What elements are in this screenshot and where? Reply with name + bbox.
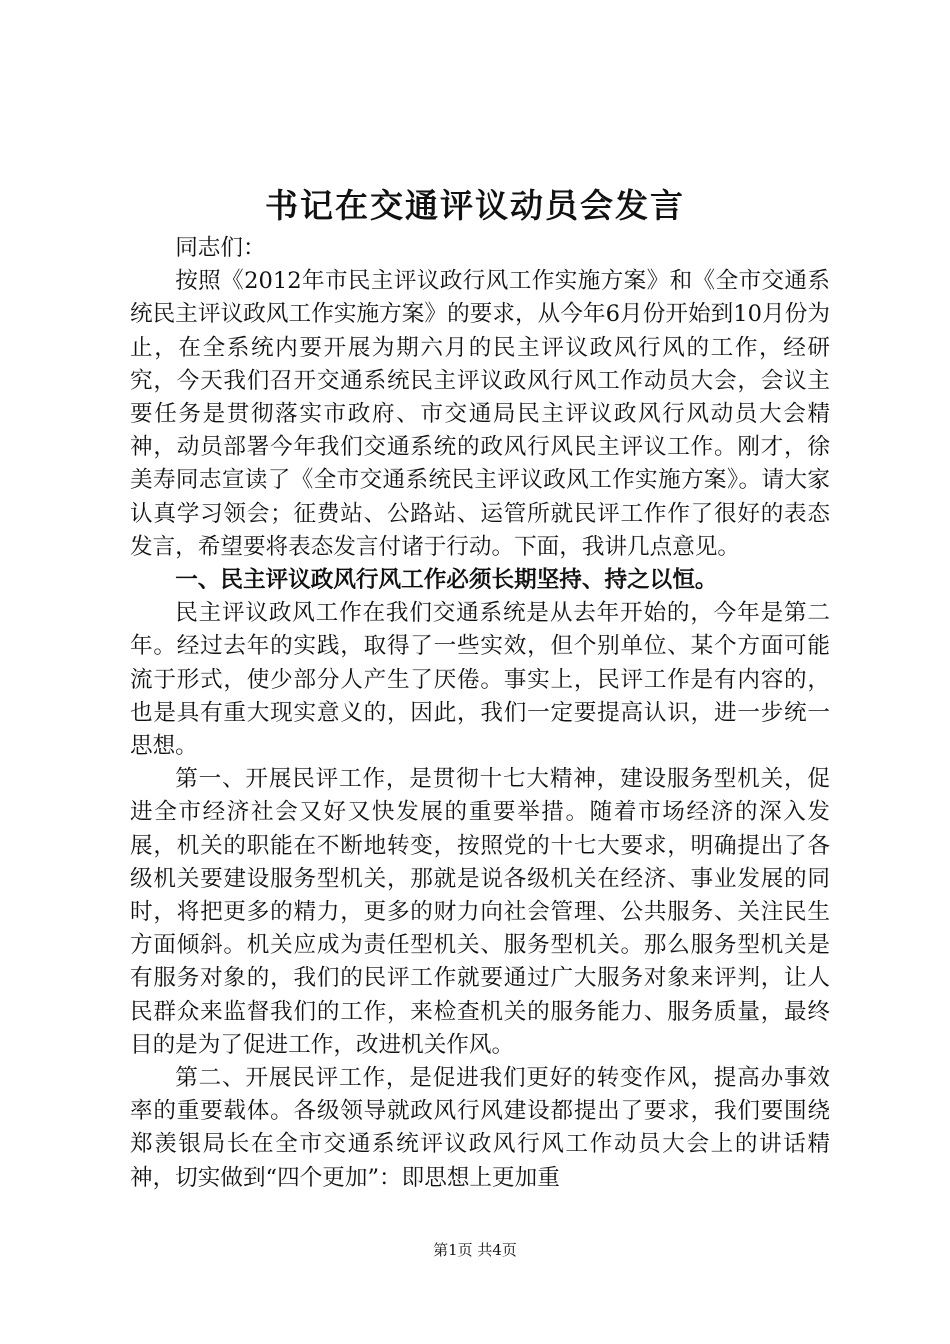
page-number-footer: 第1页 共4页 [433,1241,517,1259]
document-title: 书记在交通评议动员会发言 [265,186,685,225]
paragraph-salutation: 同志们： [175,235,266,261]
paragraph-section-1: 民主评议政风工作在我们交通系统是从去年开始的，今年是第二年。经过去年的实践，取得了一些实效，但个别单位、某个方面可能流于形式，使少部分人产生了厌倦。事实上，民评工作是有内容的，也是具有重大现实意义的，因此，我们一定要提高认识，进一步统一思想。 [130,600,830,760]
paragraph-point-2: 第二、开展民评工作，是促进我们更好的转变作风，提高办事效率的重要载体。各级领导就政风行风建设都提出了要求，我们要围绕郑羡银局长在全市交通系统评议政风行风工作动员大会上的讲话精神，切实做到“四个更加”：即思想上更加重 [130,1065,830,1191]
paragraph-point-1: 第一、开展民评工作，是贯彻十七大精神，建设服务型机关，促进全市经济社会又好又快发展的重要举措。随着市场经济的深入发展，机关的职能在不断地转变，按照党的十七大要求，明确提出了各级机关要建设服务型机关，那就是说各级机关在经济、事业发展的同时，将把更多的精力，更多的财力向社会管理、公共服务、关注民生方面倾斜。机关应成为责任型机关、服务型机关。那么服务型机关是有服务对象的，我们的民评工作就要通过广大服务对象来评判，让人民群众来监督我们的工作，来检查机关的服务能力、服务质量，最终目的是为了促进工作，改进机关作风。 [130,766,830,1058]
section-heading-1: 一、民主评议政风行风工作必须长期坚持、持之以恒。 [175,567,718,594]
document-body [130,232,830,1195]
paragraph-intro: 按照《2012年市民主评议政行风工作实施方案》和《全市交通系统民主评议政风工作实施方案》的要求，从今年6月份开始到10月份为止，在全系统内要开展为期六月的民主评议政风行风的工作，经研究，今天我们召开交通系统民主评议政风行风工作动员大会，会议主要任务是贯彻落实市政府、市交通局民主评议政风行风动员大会精神，动员部署今年我们交通系统的政风行风民主评议工作。刚才，徐美寿同志宣读了《全市交通系统民主评议政风工作实施方案》。请大家认真学习领会；征费站、公路站、运管所就民评工作作了很好的表态发言，希望要将表态发言付诸于行动。下面，我讲几点意见。 [130,268,830,560]
